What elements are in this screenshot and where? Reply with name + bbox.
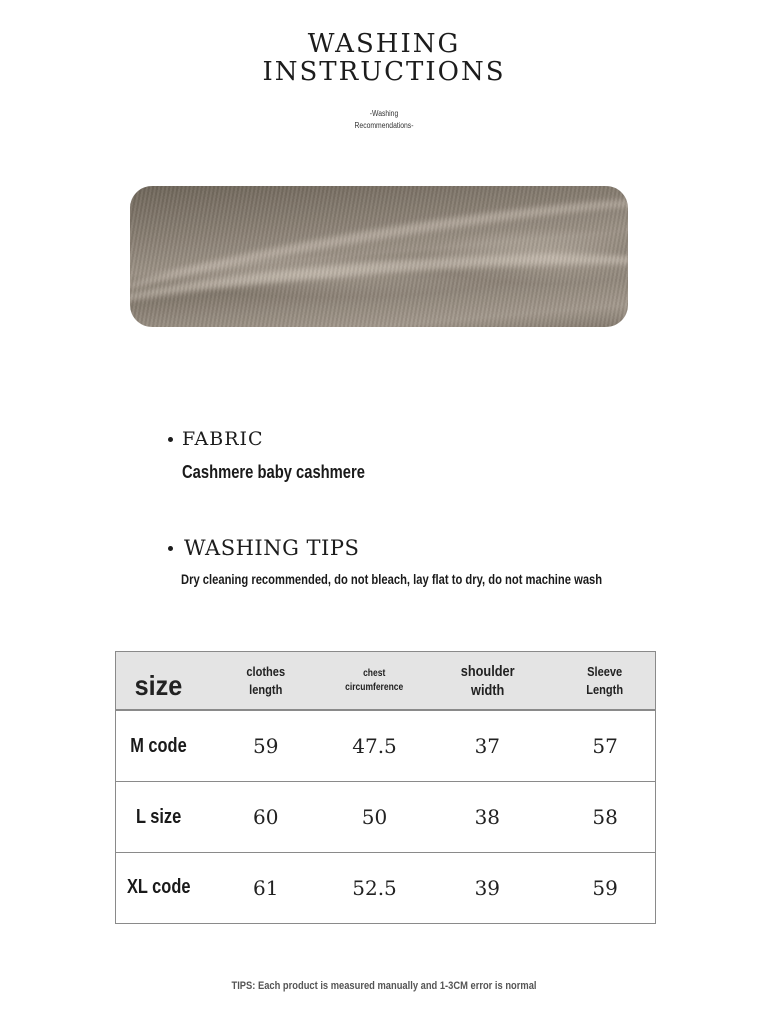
header-text: clothes [246, 663, 286, 679]
header-text: Length [586, 681, 624, 697]
shoulder-cell: 39 [474, 875, 501, 900]
header-sleeve-length [555, 652, 655, 709]
size-name: L size [136, 805, 182, 828]
sleeve-cell: 58 [592, 805, 618, 829]
header-text: shoulder [460, 662, 515, 680]
header-sleeve-label [587, 663, 624, 699]
size-cell [116, 782, 202, 852]
header-clothes-length [202, 652, 330, 709]
subtitle-line-1: -Washing [369, 109, 399, 118]
subtitle [58, 108, 711, 132]
header-size [116, 652, 202, 709]
header-text: width [470, 681, 504, 699]
bullet-icon [168, 437, 173, 442]
page-title [0, 30, 768, 86]
chest-cell: 47.5 [352, 734, 397, 758]
table-header-row [116, 652, 655, 711]
table-row [116, 782, 655, 853]
fabric-image [130, 186, 628, 327]
title-line-2: INSTRUCTIONS [262, 57, 506, 87]
size-name: XL code [127, 876, 191, 898]
title-line-1: WASHING [307, 29, 461, 59]
clothes-length-cell: 60 [253, 805, 279, 829]
chest-cell: 52.5 [352, 875, 397, 900]
size-name: M code [130, 734, 188, 757]
fabric-heading [168, 428, 405, 450]
washing-tips-heading-text: WASHING TIPS [184, 536, 360, 560]
washing-tips-section [168, 536, 707, 587]
clothes-length-cell: 61 [253, 875, 279, 900]
washing-tips-value: Dry cleaning recommended, do not bleach, lay flat to dry, do not machine wash [181, 571, 603, 587]
shoulder-cell: 37 [474, 734, 501, 758]
measurement-tip: TIPS: Each product is measured manually and 1-3CM error is normal [231, 980, 537, 992]
header-chest-circumference [330, 652, 420, 709]
header-text: chest [363, 667, 386, 679]
table-row [116, 853, 655, 922]
bullet-icon [168, 546, 173, 551]
header-clothes-length-label [246, 663, 285, 699]
sleeve-cell: 57 [592, 734, 618, 758]
header-text: Sleeve [587, 663, 623, 679]
shoulder-cell: 38 [474, 805, 501, 829]
size-cell [116, 853, 202, 922]
table-row [116, 711, 655, 782]
washing-tips-heading [168, 536, 707, 560]
chest-cell: 50 [361, 805, 388, 829]
fabric-heading-text: FABRIC [182, 428, 264, 450]
header-text: length [249, 681, 283, 697]
header-shoulder-width [419, 652, 555, 709]
sleeve-cell: 59 [592, 875, 618, 900]
header-text: circumference [345, 681, 404, 693]
size-cell [116, 711, 202, 781]
header-chest-label [345, 667, 403, 695]
fabric-value: Cashmere baby cashmere [182, 462, 365, 482]
header-size-label: size [135, 669, 183, 701]
subtitle-line-2: Recommendations- [354, 121, 414, 130]
header-shoulder-label [460, 662, 514, 700]
size-table [115, 651, 656, 924]
fabric-texture [130, 186, 628, 327]
clothes-length-cell: 59 [253, 734, 279, 758]
fabric-section [168, 428, 405, 483]
